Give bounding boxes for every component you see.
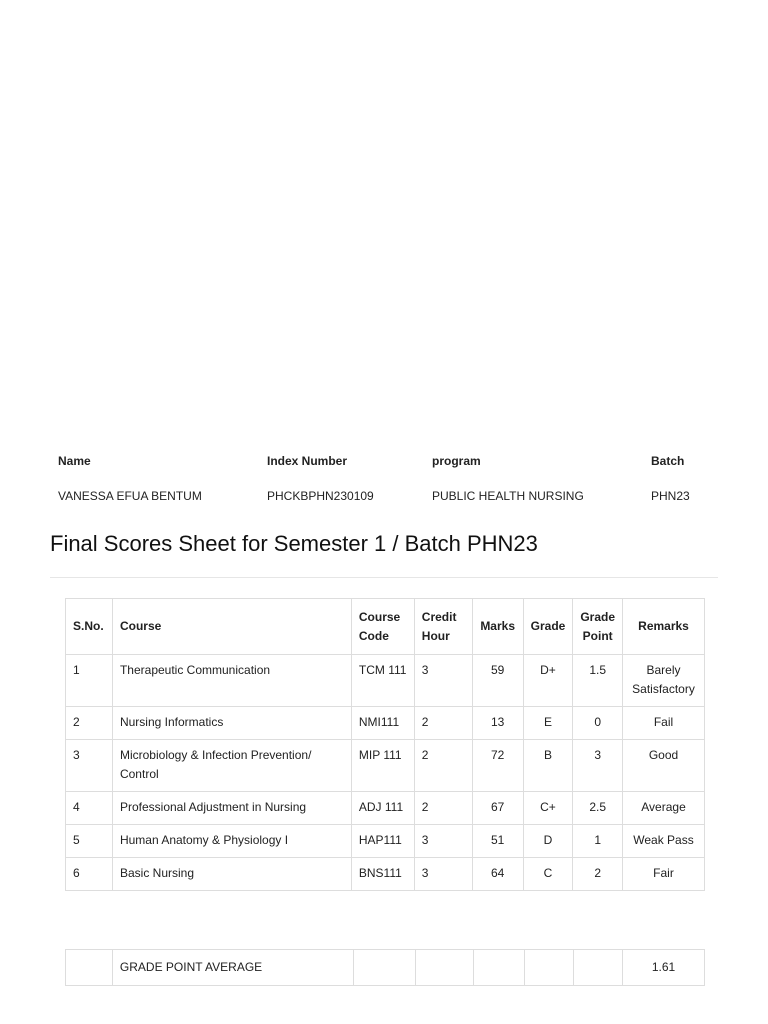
gpa-value: 1.61 — [623, 950, 705, 986]
cell-sno: 2 — [66, 707, 113, 740]
title-divider — [50, 577, 718, 578]
cell-course: Basic Nursing — [112, 858, 351, 891]
gpa-empty-cell — [474, 950, 525, 986]
column-header-grade-point: Grade Point — [573, 599, 623, 655]
cell-course-code: ADJ 111 — [351, 792, 414, 825]
cell-marks: 13 — [472, 707, 523, 740]
cell-remarks: Fail — [623, 707, 705, 740]
name-value: VANESSA EFUA BENTUM — [58, 489, 202, 503]
table-row — [66, 825, 705, 858]
batch-column — [651, 452, 690, 505]
cell-marks: 64 — [472, 858, 523, 891]
batch-header: Batch — [651, 454, 685, 468]
cell-grade: D — [523, 825, 573, 858]
cell-course-code: MIP 111 — [351, 740, 414, 792]
cell-marks: 67 — [472, 792, 523, 825]
gpa-table — [65, 949, 705, 986]
index-number-column — [267, 452, 374, 505]
gpa-empty-cell — [525, 950, 574, 986]
cell-course-code: BNS111 — [351, 858, 414, 891]
cell-course-code: TCM 111 — [351, 655, 414, 707]
cell-remarks: Barely Satisfactory — [623, 655, 705, 707]
program-column — [432, 452, 584, 505]
program-value: PUBLIC HEALTH NURSING — [432, 489, 584, 503]
program-header: program — [432, 454, 481, 468]
page-title: Final Scores Sheet for Semester 1 / Batch PHN23 — [50, 531, 538, 556]
cell-grade: B — [523, 740, 573, 792]
cell-grade-point: 1.5 — [573, 655, 623, 707]
column-header-sno: S.No. — [66, 599, 113, 655]
gpa-empty-cell — [66, 950, 113, 986]
cell-remarks: Weak Pass — [623, 825, 705, 858]
student-name-column — [58, 452, 202, 505]
cell-remarks: Average — [623, 792, 705, 825]
cell-sno: 6 — [66, 858, 113, 891]
cell-grade-point: 1 — [573, 825, 623, 858]
cell-marks: 59 — [472, 655, 523, 707]
cell-grade-point: 3 — [573, 740, 623, 792]
cell-marks: 72 — [472, 740, 523, 792]
gpa-empty-cell — [574, 950, 623, 986]
column-header-remarks: Remarks — [623, 599, 705, 655]
cell-credit-hour: 2 — [414, 740, 472, 792]
table-header-row — [66, 599, 705, 655]
cell-credit-hour: 3 — [414, 825, 472, 858]
cell-course: Professional Adjustment in Nursing — [112, 792, 351, 825]
cell-course: Nursing Informatics — [112, 707, 351, 740]
cell-credit-hour: 2 — [414, 707, 472, 740]
cell-credit-hour: 3 — [414, 655, 472, 707]
cell-course: Microbiology & Infection Prevention/ Control — [112, 740, 351, 792]
cell-sno: 1 — [66, 655, 113, 707]
column-header-course-code: Course Code — [351, 599, 414, 655]
gpa-empty-cell — [353, 950, 416, 986]
cell-marks: 51 — [472, 825, 523, 858]
cell-credit-hour: 3 — [414, 858, 472, 891]
cell-grade: D+ — [523, 655, 573, 707]
scores-table — [65, 598, 705, 891]
batch-value: PHN23 — [651, 489, 690, 503]
table-row — [66, 858, 705, 891]
cell-grade: C — [523, 858, 573, 891]
name-header: Name — [58, 454, 91, 468]
index-number-value: PHCKBPHN230109 — [267, 489, 374, 503]
cell-course: Human Anatomy & Physiology I — [112, 825, 351, 858]
index-number-header: Index Number — [267, 454, 348, 468]
column-header-credit-hour: Credit Hour — [414, 599, 472, 655]
table-row — [66, 792, 705, 825]
table-row — [66, 707, 705, 740]
cell-sno: 3 — [66, 740, 113, 792]
cell-grade-point: 2 — [573, 858, 623, 891]
gpa-empty-cell — [416, 950, 474, 986]
gpa-row — [66, 950, 705, 986]
cell-grade: E — [523, 707, 573, 740]
cell-course-code: NMI111 — [351, 707, 414, 740]
column-header-grade: Grade — [523, 599, 573, 655]
cell-grade: C+ — [523, 792, 573, 825]
table-row — [66, 740, 705, 792]
cell-course-code: HAP111 — [351, 825, 414, 858]
cell-credit-hour: 2 — [414, 792, 472, 825]
column-header-course: Course — [112, 599, 351, 655]
column-header-marks: Marks — [472, 599, 523, 655]
cell-sno: 4 — [66, 792, 113, 825]
cell-remarks: Good — [623, 740, 705, 792]
cell-grade-point: 0 — [573, 707, 623, 740]
table-row — [66, 655, 705, 707]
cell-sno: 5 — [66, 825, 113, 858]
cell-grade-point: 2.5 — [573, 792, 623, 825]
cell-remarks: Fair — [623, 858, 705, 891]
cell-course: Therapeutic Communication — [112, 655, 351, 707]
gpa-label: GRADE POINT AVERAGE — [112, 950, 353, 986]
